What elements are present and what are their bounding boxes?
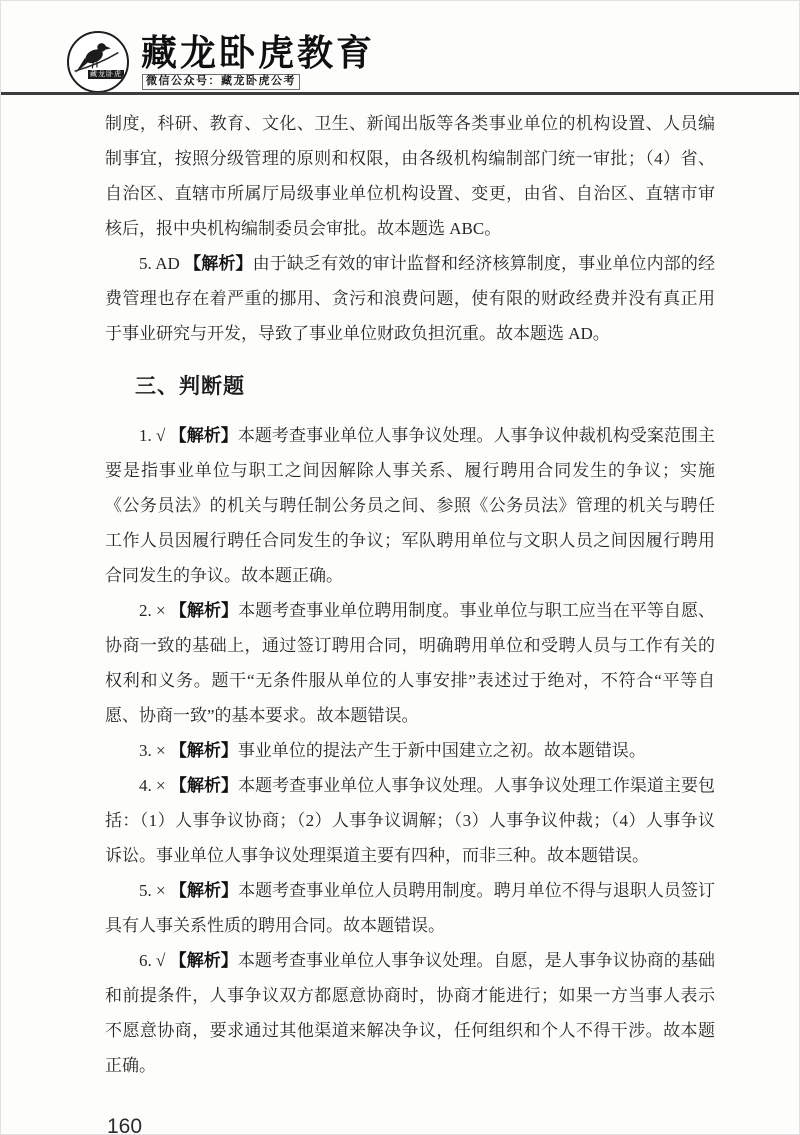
logo-circle	[67, 31, 129, 93]
item-number: 6. √	[139, 951, 170, 970]
item-text: 本题考查事业单位人事争议处理。自愿，是人事争议协商的基础和前提条件，人事争议双方都愿意协商时，协商才能进行；如果一方当事人表示不愿意协商，要求通过其他渠道来解决争议，任何组织和个人不得干涉。故本题正确。	[105, 951, 715, 1075]
item-number: 1. √	[139, 426, 170, 445]
jiexi-label: 【解析】	[184, 254, 253, 273]
jiexi-label: 【解析】	[169, 601, 239, 620]
brand-subtitle: 微信公众号：藏龙卧虎公考	[142, 74, 300, 90]
item-text: 由于缺乏有效的审计监督和经济核算制度，事业单位内部的经费管理也存在着严重的挪用、贪污和浪费问题，使有限的财政经费并没有真正用于事业研究与开发，导致了事业单位财政负担沉重。故本题选 AD。	[105, 254, 715, 343]
header-rule	[1, 92, 799, 95]
jiexi-label: 【解析】	[169, 776, 239, 795]
continuation-paragraph: 制度，科研、教育、文化、卫生、新闻出版等各类事业单位的机构设置、人员编制事宜，按照分级管理的原则和权限，由各级机构编制部门统一审批；（4）省、自治区、直辖市所属厅局级事业单位机构设置、变更，由省、自治区、直辖市审核后，报中央机构编制委员会审批。故本题选 ABC。	[105, 114, 715, 238]
judgment-item-6	[105, 943, 715, 1083]
judgment-item-3	[105, 733, 715, 768]
brand-header	[1, 1, 799, 92]
judgment-item-5	[105, 873, 715, 943]
item-text: 事业单位的提法产生于新中国建立之初。故本题错误。	[237, 741, 646, 760]
brand-logo	[67, 31, 129, 93]
brand-title: 藏龙卧虎教育	[141, 32, 376, 73]
item-number: 5. ×	[139, 881, 170, 900]
jiexi-label: 【解析】	[169, 426, 238, 445]
item-text: 本题考查事业单位人员聘用制度。聘月单位不得与退职人员签订具有人事关系性质的聘用合同。故本题错误。	[105, 881, 716, 935]
item-number: 2. ×	[139, 601, 170, 620]
logo-label: 藏龙卧虎	[90, 71, 122, 78]
answer-item-5ad	[105, 246, 715, 351]
page-content	[1, 92, 799, 1135]
page-number: 160	[107, 1115, 143, 1135]
item-number: 4. ×	[139, 776, 170, 795]
jiexi-label: 【解析】	[169, 951, 238, 970]
section-heading: 三、判断题	[135, 375, 245, 398]
item-text: 本题考查事业单位人事争议处理。人事争议处理工作渠道主要包括：（1）人事争议协商；（2）人事争议调解；（3）人事争议仲裁；（4）人事争议诉讼。事业单位人事争议处理渠道主要有四种，而非三种。故本题错误。	[105, 776, 716, 865]
judgment-item-4	[105, 768, 715, 873]
judgment-item-2	[105, 593, 715, 733]
item-number: 3. ×	[139, 741, 170, 760]
judgment-item-1	[105, 418, 715, 593]
item-number: 5. AD	[139, 254, 185, 273]
item-text: 本题考查事业单位人事争议处理。人事争议仲裁机构受案范围主要是指事业单位与职工之间因解除人事关系、履行聘用合同发生的争议；实施《公务员法》的机关与聘任制公务员之间、参照《公务员法》管理的机关与聘任工作人员因履行聘任合同发生的争议；军队聘用单位与文职人员之间因履行聘用合同发生的争议。故本题正确。	[105, 426, 715, 585]
item-text: 本题考查事业单位聘用制度。事业单位与职工应当在平等自愿、协商一致的基础上，通过签订聘用合同，明确聘用单位和受聘人员与工作有关的权利和义务。题干“无条件服从单位的人事安排”表述过于绝对，不符合“平等自愿、协商一致”的基本要求。故本题错误。	[105, 601, 716, 725]
jiexi-label: 【解析】	[169, 741, 238, 760]
jiexi-label: 【解析】	[169, 881, 239, 900]
